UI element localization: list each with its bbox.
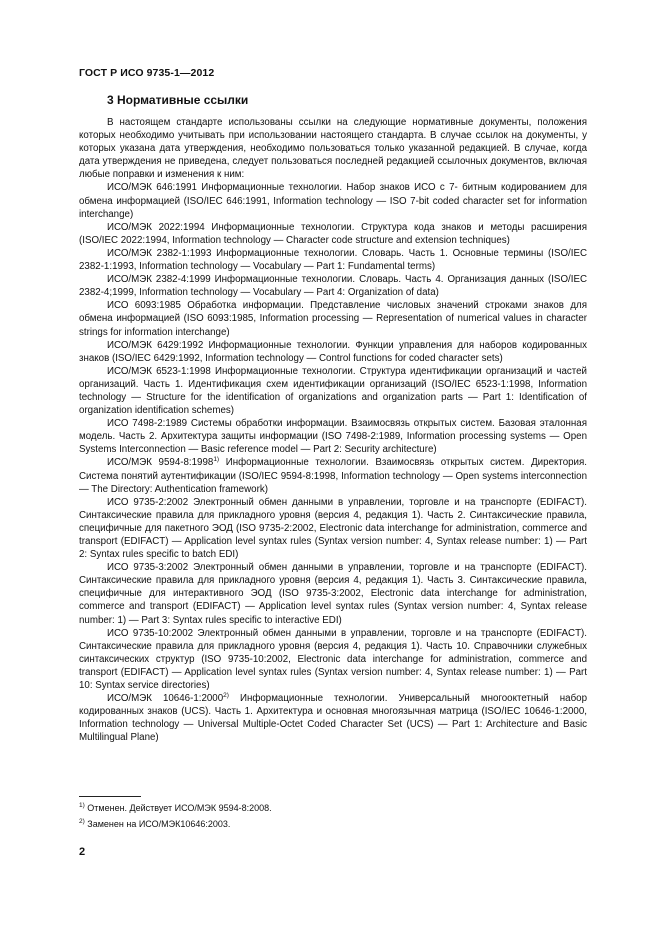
- footnote: [79, 816, 272, 832]
- page-number: 2: [79, 846, 86, 858]
- reference-item: ИСО/МЭК 646:1991 Информационные технологии. Набор знаков ИСО с 7- битным кодированием для обмена информацией (ISO/IEC 646:1991, Information technology — ISO 7-bit coded character set for information interchange): [79, 182, 587, 220]
- footnote-ref: 1): [213, 456, 220, 464]
- reference-text: Информационные технологии. Универсальный многооктетный набор кодированных знаков (UCS). Часть 1. Архитектура и основная многоязычная матрица (ISO/IEC 10646-1:2000, Information technology — Universal Multiple-Octet Coded Character Set (UCS) — Part 1: Architecture and Basic Multilingual Plane): [79, 693, 588, 744]
- reference-item: ИСО/МЭК 2382-4:1999 Информационные технологии. Словарь. Часть 4. Организация данных (ISO/IEC 2382-4;1999, Information technology — Vocabulary — Part 4: Organization of data): [79, 274, 587, 299]
- intro-paragraph: В настоящем стандарте использованы ссылки на следующие нормативные документы, положения которых необходимо учитывать при использовании настоящего стандарта. В случае ссылок на документы, у которых указана дата утверждения, необходимо пользоваться только указанной редакцией. В случае, когда дата утверждения не приведена, следует пользоваться последней редакцией ссылочных документов, включая любые поправки и изменения к ним:: [79, 117, 587, 181]
- reference-item: ИСО 9735-10:2002 Электронный обмен данными в управлении, торговле и на транспорте (EDIFACT). Синтаксические правила для прикладного уровня (версия 4, редакция 1). Часть 10. Справочники служебных синтаксических структур (ISO 9735-10:2002, Electronic data interchange for administration, commerce and transport (EDIFACT) — Application level syntax rules (Syntax version number: 4, Syntax release number: 1) — Part 10: Syntax service directories): [79, 627, 587, 692]
- reference-item: ИСО 9735-3:2002 Электронный обмен данными в управлении, торговле и на транспорте (EDIFACT). Синтаксические правила для прикладного уровня (версия 4, редакция 1). Часть 3. Синтаксические правила, специфичные для интерактивного ЭОД (ISO 9735-3:2002, Electronic data interchange for administration, commerce and transport (EDIFACT) — Application level syntax rules (Syntax version number: 4, Syntax release number: 1) — Part 3: Syntax rules specific to interactive EDI): [79, 562, 587, 626]
- reference-item: ИСО 7498-2:1989 Системы обработки информации. Взаимосвязь открытых систем. Базовая эталонная модель. Часть 2. Архитектура защиты информации (ISO 7498-2:1989, Information processing systems — Open Systems Interconnection — Basic reference model — Part 2: Security architecture): [79, 418, 587, 456]
- section-title: 3 Нормативные ссылки: [107, 93, 249, 107]
- reference-item: ИСО/МЭК 2382-1:1993 Информационные технологии. Словарь. Часть 1. Основные термины (ISO/IEC 2382-1:1993, Information technology — Vocabulary — Part 1: Fundamental terms): [79, 247, 587, 273]
- reference-item: [79, 456, 587, 495]
- footnote-text: Заменен на ИСО/МЭК10646:2003.: [84, 819, 231, 829]
- footnote-ref: 2): [223, 691, 229, 699]
- reference-code: ИСО/МЭК 10646-1:2000: [107, 693, 224, 705]
- reference-item: ИСО 6093:1985 Обработка информации. Представление числовых значений строками знаков для обмена информацией (ISO 6093:1985, Information processing — Representation of numerical values in character strings for information interchange): [79, 300, 587, 338]
- footnote: [79, 800, 272, 816]
- references-body: [79, 116, 587, 745]
- reference-item: ИСО/МЭК 6523-1:1998 Информационные технологии. Структура идентификации организаций и частей организаций. Часть 1. Идентификация схем идентификации организаций (ISO/IEC 6523-1:1998, Information technology — Structure for the identification of organizations and organization parts — Part 1: Identification of organization identification schemes): [79, 365, 587, 417]
- reference-item: ИСО/МЭК 2022:1994 Информационные технологии. Структура кода знаков и методы расширения (ISO/IEC 2022:1994, Information technology — Character code structure and extension techniques): [79, 221, 587, 246]
- footnote-text: Отменен. Действует ИСО/МЭК 9594-8:2008.: [84, 803, 272, 813]
- footnotes: [79, 800, 272, 832]
- reference-item: [79, 692, 587, 744]
- footnote-divider: [79, 796, 141, 797]
- document-header: ГОСТ Р ИСО 9735-1—2012: [79, 67, 215, 79]
- reference-text: Информационные технологии. Взаимосвязь открытых систем. Директория. Система понятий аутентификации (ISO/IEC 9594-8:1998, Information technology — Open systems interconnection — The Directory: Authentication framework): [79, 457, 587, 495]
- footnote-mark: 2): [79, 818, 85, 825]
- reference-item: ИСО/МЭК 6429:1992 Информационные технологии. Функции управления для наборов кодированных знаков (ISO/IEC 6429:1992, Information technology — Control functions for coded character sets): [79, 339, 587, 364]
- reference-code: ИСО/МЭК 9594-8:1998: [107, 457, 214, 469]
- reference-item: ИСО 9735-2:2002 Электронный обмен данными в управлении, торговле и на транспорте (EDIFACT). Синтаксические правила для прикладного уровня (версия 4, редакция 1). Часть 2. Синтаксические правила, специфичные для пакетного ЭОД (ISO 9735-2:2002, Electronic data interchange for administration, commerce and transport (EDIFACT) — Application level syntax rules (Syntax version number: 4, Syntax release number: 1) — Part 2: Syntax rules specific to batch EDI): [79, 496, 587, 561]
- footnote-mark: 1): [79, 802, 85, 809]
